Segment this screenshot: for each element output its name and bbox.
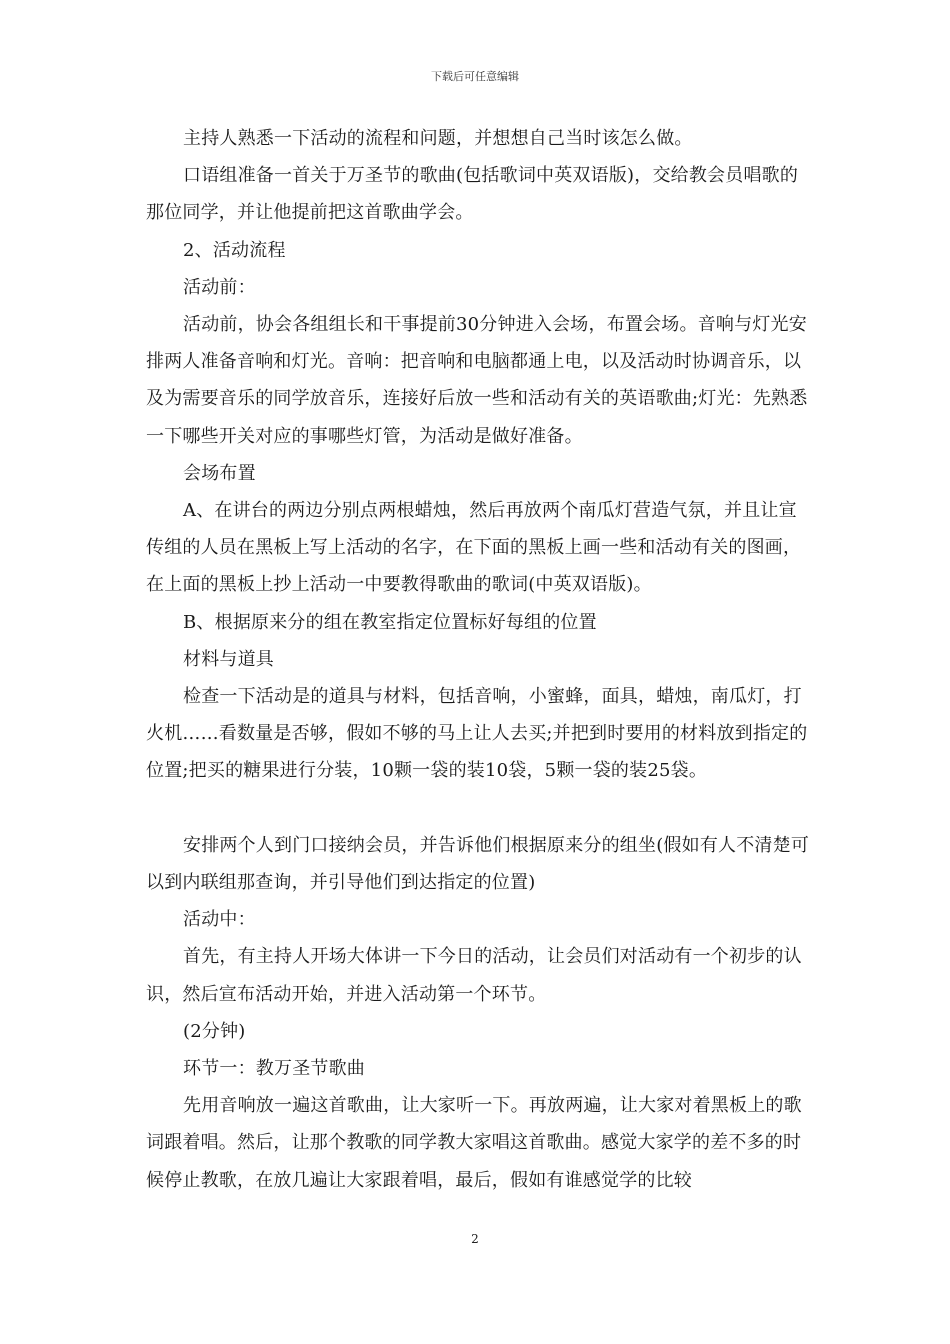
subheading-before-activity: 活动前： xyxy=(183,276,256,298)
paragraph-opening: 首先，有主持人开场大体讲一下今日的活动，让会员们对活动有一个初步的认识，然后宣布活动开始，并进入活动第一个环节。 xyxy=(146,946,802,1005)
paragraph-teach-song: 先用音响放一遍这首歌曲，让大家听一下。再放两遍，让大家对着黑板上的歌词跟着唱。然后，让那个教歌的同学教大家唱这首歌曲。感觉大家学的差不多的时候停止教歌，在放几遍让大家跟着唱，最后，假如有谁感觉学的比较 xyxy=(146,1095,802,1191)
paragraph-oral-group-song: 口语组准备一首关于万圣节的歌曲(包括歌词中英双语版)，交给教会员唱歌的那位同学，并让他提前把这首歌曲学会。 xyxy=(146,165,799,224)
paragraph-host-prep: 主持人熟悉一下活动的流程和问题，并想想自己当时该怎么做。 xyxy=(183,128,693,149)
page-number: 2 xyxy=(471,1232,479,1246)
paragraph-before-activity-setup: 活动前，协会各组组长和干事提前30分钟进入会场，布置会场。音响与灯光安排两人准备音响和灯光。音响：把音响和电脑都通上电，以及活动时协调音乐，以及为需要音乐的同学放音乐，连接好后放一些和活动有关的英语歌曲;灯光：先熟悉一下哪些开关对应的事哪些灯管，为活动是做好准备。 xyxy=(146,314,808,447)
paragraph-venue-a: A、在讲台的两边分别点两根蜡烛，然后再放两个南瓜灯营造气氛，并且让宣传组的人员在黑板上写上活动的名字，在下面的黑板上画一些和活动有关的图画，在上面的黑板上抄上活动一中要教得歌曲的歌词(中英双语版)。 xyxy=(146,500,802,596)
section-heading-activity-flow: 2、活动流程 xyxy=(183,239,286,261)
paragraph-duration: (2分钟) xyxy=(183,1020,246,1042)
subheading-during-activity: 活动中： xyxy=(183,909,256,931)
document-body xyxy=(146,120,814,1199)
subheading-segment-one: 环节一：教万圣节歌曲 xyxy=(183,1058,365,1080)
subheading-venue-layout: 会场布置 xyxy=(183,462,256,484)
subheading-materials-props: 材料与道具 xyxy=(183,648,274,670)
paragraph-reception: 安排两个人到门口接纳会员，并告诉他们根据原来分的组坐(假如有人不清楚可以到内联组那查询，并引导他们到达指定的位置) xyxy=(146,834,810,894)
page-header: 下载后可任意编辑 xyxy=(431,70,519,83)
paragraph-materials-check: 检查一下活动是的道具与材料，包括音响，小蜜蜂，面具，蜡烛，南瓜灯，打火机……看数量是否够，假如不够的马上让人去买;并把到时要用的材料放到指定的位置;把买的糖果进行分装，10颗一袋的装10袋，5颗一袋的装25袋。 xyxy=(146,686,808,782)
blank-line xyxy=(146,790,814,827)
paragraph-venue-b: B、根据原来分的组在教室指定位置标好每组的位置 xyxy=(183,611,597,633)
